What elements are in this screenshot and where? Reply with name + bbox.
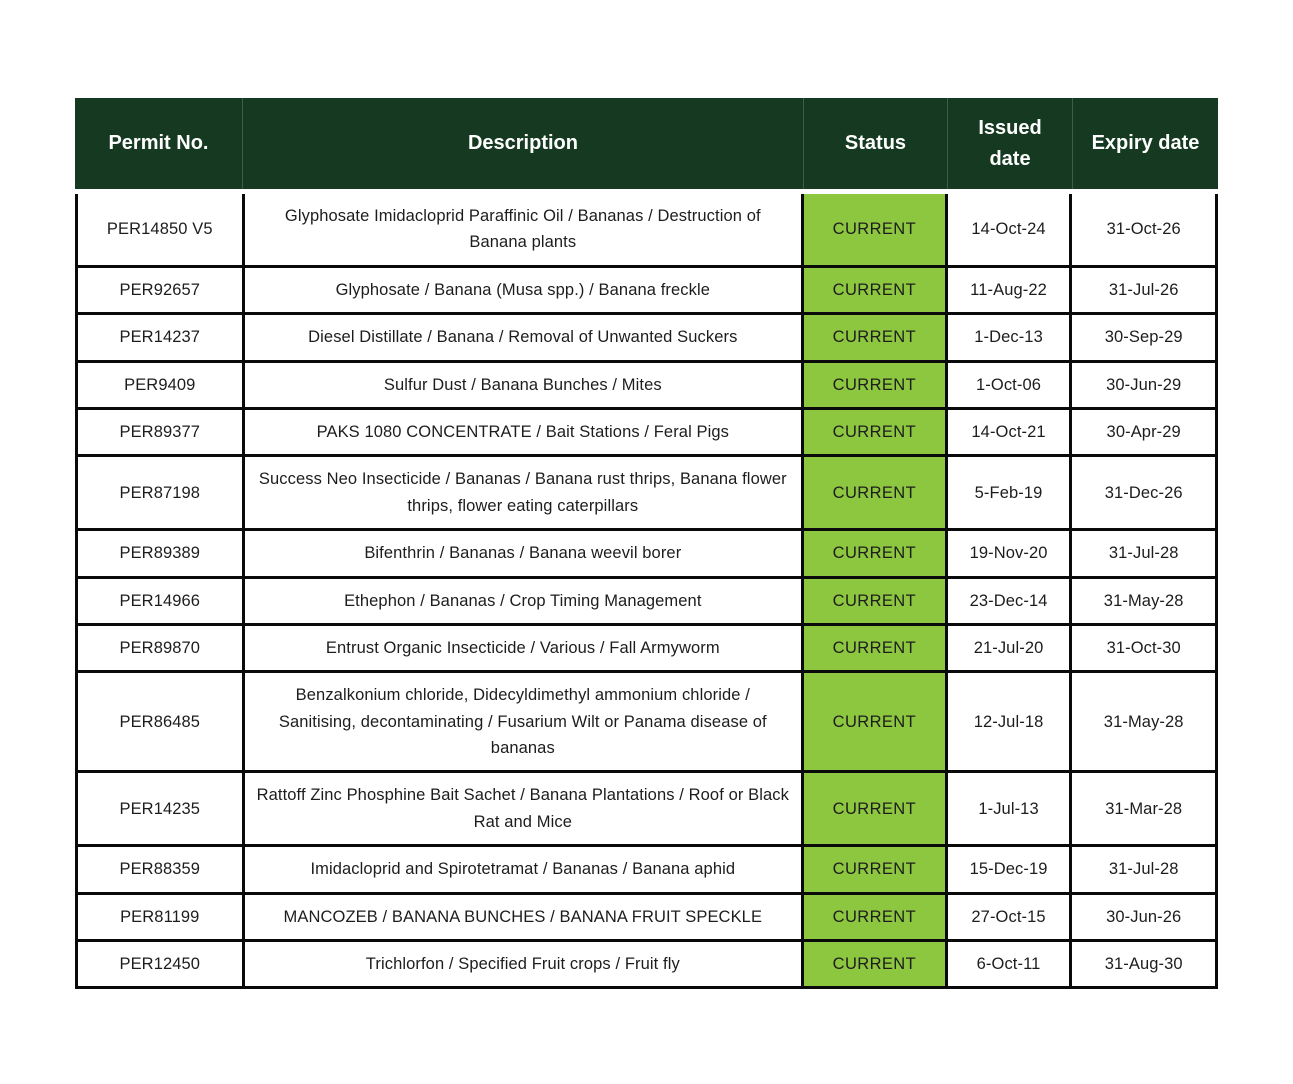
status-badge: CURRENT — [803, 624, 947, 671]
issued-date-cell: 21-Jul-20 — [946, 624, 1071, 671]
status-badge: CURRENT — [803, 941, 947, 988]
description-cell: Entrust Organic Insecticide / Various / Fall Armyworm — [243, 624, 803, 671]
description-cell: Glyphosate Imidacloprid Paraffinic Oil / Bananas / Destruction of Banana plants — [243, 194, 803, 266]
issued-date-cell: 1-Jul-13 — [946, 772, 1071, 846]
table-row — [77, 266, 1217, 313]
description-cell: Rattoff Zinc Phosphine Bait Sachet / Banana Plantations / Roof or Black Rat and Mice — [243, 772, 803, 846]
description-cell: MANCOZEB / BANANA BUNCHES / BANANA FRUIT SPECKLE — [243, 893, 803, 940]
issued-date-cell: 23-Dec-14 — [946, 577, 1071, 624]
expiry-date-cell: 31-Oct-26 — [1071, 194, 1217, 266]
description-cell: Imidacloprid and Spirotetramat / Bananas / Banana aphid — [243, 846, 803, 893]
permit-cell: PER14850 V5 — [77, 194, 244, 266]
issued-date-cell: 14-Oct-24 — [946, 194, 1071, 266]
issued-date-cell: 5-Feb-19 — [946, 456, 1071, 530]
status-badge: CURRENT — [803, 893, 947, 940]
issued-date-cell: 27-Oct-15 — [946, 893, 1071, 940]
table-row — [77, 846, 1217, 893]
permit-cell: PER14966 — [77, 577, 244, 624]
issued-date-cell: 1-Dec-13 — [946, 314, 1071, 361]
table-row — [77, 672, 1217, 772]
description-cell: Glyphosate / Banana (Musa spp.) / Banana freckle — [243, 266, 803, 313]
expiry-date-cell: 31-Dec-26 — [1071, 456, 1217, 530]
table-row — [77, 194, 1217, 266]
status-badge: CURRENT — [803, 408, 947, 455]
expiry-date-cell: 31-Mar-28 — [1071, 772, 1217, 846]
description-cell: Diesel Distillate / Banana / Removal of Unwanted Suckers — [243, 314, 803, 361]
description-cell: Bifenthrin / Bananas / Banana weevil borer — [243, 530, 803, 577]
table-row — [77, 772, 1217, 846]
permit-cell: PER89377 — [77, 408, 244, 455]
permit-table-body — [75, 194, 1218, 989]
description-cell: Sulfur Dust / Banana Bunches / Mites — [243, 361, 803, 408]
column-header-permit-no — [75, 98, 242, 189]
expiry-date-cell: 30-Jun-26 — [1071, 893, 1217, 940]
expiry-date-cell: 31-Jul-26 — [1071, 266, 1217, 313]
column-header-label: Expiry date — [1091, 132, 1200, 154]
issued-date-cell: 19-Nov-20 — [946, 530, 1071, 577]
expiry-date-cell: 31-May-28 — [1071, 672, 1217, 772]
description-cell: PAKS 1080 CONCENTRATE / Bait Stations / Feral Pigs — [243, 408, 803, 455]
permit-cell: PER9409 — [77, 361, 244, 408]
expiry-date-cell: 30-Jun-29 — [1071, 361, 1217, 408]
status-badge: CURRENT — [803, 456, 947, 530]
status-badge: CURRENT — [803, 530, 947, 577]
issued-date-cell: 14-Oct-21 — [946, 408, 1071, 455]
issued-date-cell: 11-Aug-22 — [946, 266, 1071, 313]
expiry-date-cell: 31-Aug-30 — [1071, 941, 1217, 988]
status-badge: CURRENT — [803, 846, 947, 893]
description-cell: Benzalkonium chloride, Didecyldimethyl ammonium chloride / Sanitising, decontaminating / Fusarium Wilt or Panama disease of bananas — [243, 672, 803, 772]
column-header-expiry-date — [1072, 98, 1218, 189]
description-cell: Ethephon / Bananas / Crop Timing Management — [243, 577, 803, 624]
description-cell: Success Neo Insecticide / Bananas / Banana rust thrips, Banana flower thrips, flower eating caterpillars — [243, 456, 803, 530]
status-badge: CURRENT — [803, 772, 947, 846]
table-row — [77, 314, 1217, 361]
table-row — [77, 577, 1217, 624]
permit-cell: PER81199 — [77, 893, 244, 940]
permit-cell: PER14237 — [77, 314, 244, 361]
column-header-label: Status — [844, 132, 907, 154]
status-badge: CURRENT — [803, 266, 947, 313]
column-header-description — [242, 98, 803, 189]
column-header-issued-date — [947, 98, 1072, 189]
permit-cell: PER86485 — [77, 672, 244, 772]
expiry-date-cell: 31-May-28 — [1071, 577, 1217, 624]
issued-date-cell: 12-Jul-18 — [946, 672, 1071, 772]
issued-date-cell: 1-Oct-06 — [946, 361, 1071, 408]
expiry-date-cell: 30-Apr-29 — [1071, 408, 1217, 455]
expiry-date-cell: 31-Jul-28 — [1071, 846, 1217, 893]
permit-cell: PER88359 — [77, 846, 244, 893]
table-body — [77, 194, 1217, 988]
table-row — [77, 941, 1217, 988]
column-header-label: Description — [467, 132, 578, 154]
permit-cell: PER14235 — [77, 772, 244, 846]
permit-cell: PER89870 — [77, 624, 244, 671]
table-header-row — [75, 98, 1218, 189]
status-badge: CURRENT — [803, 577, 947, 624]
column-header-status — [803, 98, 947, 189]
permit-cell: PER89389 — [77, 530, 244, 577]
table-row — [77, 893, 1217, 940]
table-row — [77, 408, 1217, 455]
issued-date-cell: 6-Oct-11 — [946, 941, 1071, 988]
table-row — [77, 361, 1217, 408]
expiry-date-cell: 31-Oct-30 — [1071, 624, 1217, 671]
status-badge: CURRENT — [803, 361, 947, 408]
status-badge: CURRENT — [803, 194, 947, 266]
permit-table — [75, 98, 1218, 989]
permit-cell: PER87198 — [77, 456, 244, 530]
table-row — [77, 530, 1217, 577]
issued-date-cell: 15-Dec-19 — [946, 846, 1071, 893]
permit-cell: PER12450 — [77, 941, 244, 988]
description-cell: Trichlorfon / Specified Fruit crops / Fruit fly — [243, 941, 803, 988]
permit-cell: PER92657 — [77, 266, 244, 313]
status-badge: CURRENT — [803, 672, 947, 772]
column-header-label: Permit No. — [108, 132, 209, 154]
table-row — [77, 624, 1217, 671]
expiry-date-cell: 30-Sep-29 — [1071, 314, 1217, 361]
status-badge: CURRENT — [803, 314, 947, 361]
column-header-label: Issued date — [978, 116, 1042, 170]
expiry-date-cell: 31-Jul-28 — [1071, 530, 1217, 577]
table-row — [77, 456, 1217, 530]
